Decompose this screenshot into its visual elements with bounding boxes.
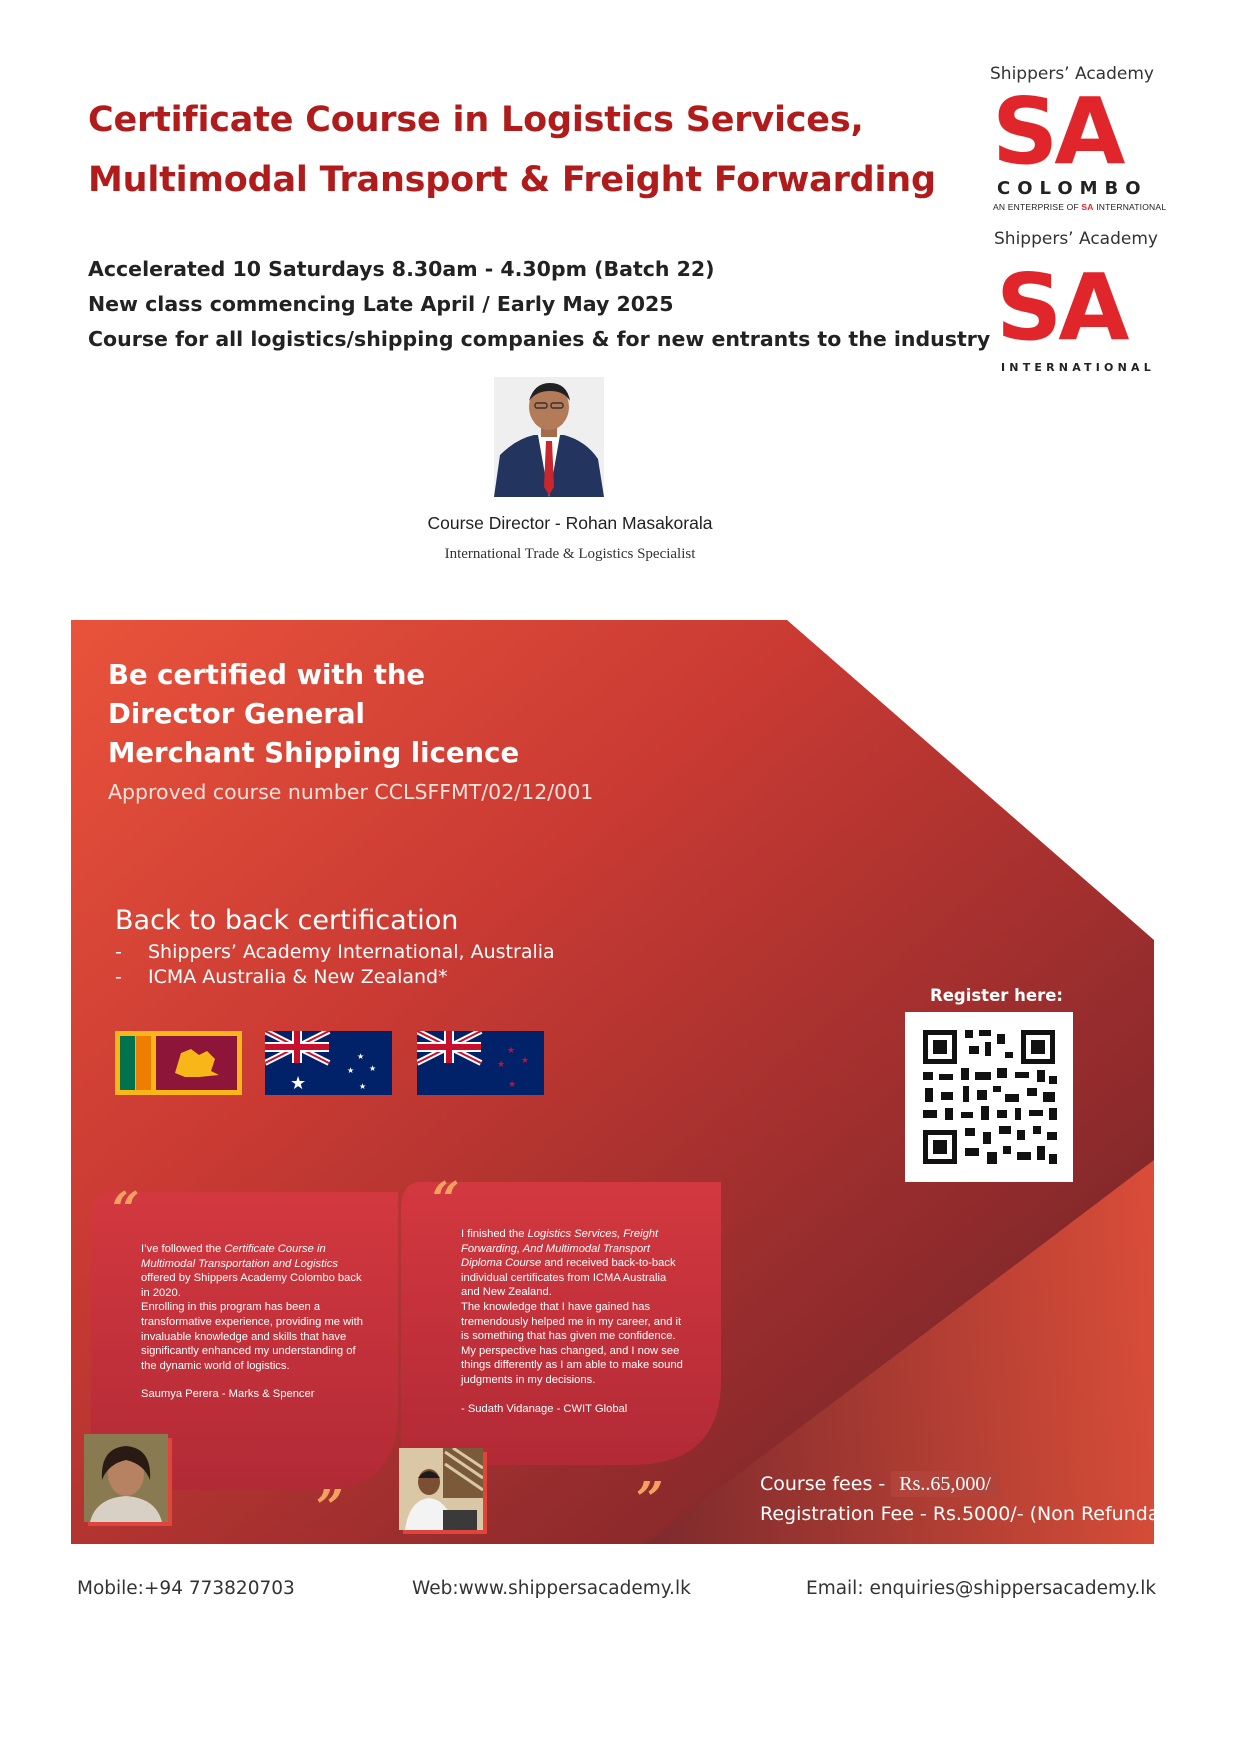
svg-text:★: ★: [521, 1056, 530, 1066]
sa-colombo-logo: SA: [992, 78, 1122, 185]
sa-international-logo: SA: [996, 254, 1126, 361]
certification-headline-3: Merchant Shipping licence: [108, 737, 520, 769]
course-title-line-2: Multimodal Transport & Freight Forwarding: [88, 160, 936, 200]
email-link[interactable]: Email: enquiries@shippersacademy.lk: [806, 1578, 1157, 1599]
b2b-item: - Shippers’ Academy International, Australia: [115, 941, 555, 963]
svg-text:★: ★: [347, 1066, 355, 1075]
colombo-logo-tagline: AN ENTERPRISE OF SA INTERNATIONAL: [993, 202, 1167, 212]
course-director-name: Course Director - Rohan Masakorala: [427, 513, 713, 533]
quote-open-icon: “: [112, 1182, 140, 1238]
quote-close-icon: ”: [316, 1480, 344, 1536]
testimonial-1-photo-frame: [88, 1438, 172, 1526]
testimonial-1-avatar: [84, 1434, 168, 1522]
course-director-role: International Trade & Logistics Specialist: [444, 546, 696, 562]
svg-text:★: ★: [507, 1046, 516, 1056]
certification-headline-2: Director General: [108, 698, 365, 730]
mobile-contact: Mobile:+94 773820703: [77, 1578, 295, 1599]
register-qr-code[interactable]: [905, 1012, 1073, 1182]
new-zealand-flag: [417, 1031, 544, 1095]
website-link[interactable]: Web:www.shippersacademy.lk: [412, 1578, 691, 1599]
certification-headline-1: Be certified with the: [108, 659, 426, 691]
registration-fee: Registration Fee - Rs.5000/- (Non Refundable): [760, 1503, 1196, 1525]
course-fees: Course fees - Rs..65,000/: [760, 1473, 999, 1496]
svg-text:★: ★: [497, 1060, 506, 1070]
svg-text:★: ★: [359, 1082, 367, 1091]
b2b-item: - ICMA Australia & New Zealand*: [115, 966, 448, 988]
svg-text:★: ★: [357, 1052, 365, 1061]
register-label: Register here:: [930, 986, 1064, 1005]
course-fees-amount: Rs..65,000/: [891, 1471, 999, 1497]
schedule-text: Accelerated 10 Saturdays 8.30am - 4.30pm (Batch 22): [88, 257, 715, 281]
back-to-back-title: Back to back certification: [115, 905, 459, 936]
colombo-logo-caption: Shippers’ Academy: [990, 64, 1154, 84]
testimonial-2-avatar: [399, 1448, 483, 1530]
testimonial-author: Saumya Perera - Marks & Spencer: [141, 1388, 315, 1401]
svg-text:★: ★: [508, 1080, 517, 1090]
course-title-line-1: Certificate Course in Logistics Services,: [88, 100, 864, 140]
commencement-text: New class commencing Late April / Early May 2025: [88, 292, 674, 316]
svg-text:★: ★: [290, 1073, 307, 1094]
testimonial-2: I finished the Logistics Services, Freight Forwarding, And Multimodal Transport Diploma Course and received back-to-back individual certificates from ICMA Australia and New Zealand. The knowledge that I have gained has tremendously helped me in my career, and it is something that has given me confidence. My perspective has changed, and I now see things differently as I am able to make sound judgments in my decisions. - Sudath Vidanage - CWIT Global: [461, 1227, 706, 1416]
testimonial-author: - Sudath Vidanage - CWIT Global: [461, 1402, 628, 1415]
director-photo: [494, 377, 604, 497]
audience-text: Course for all logistics/shipping companies & for new entrants to the industry: [88, 327, 991, 351]
testimonial-1: I’ve followed the Certificate Course in Multimodal Transportation and Logistics offered by Shippers Academy Colombo back in 2020. Enrolling in this program has been a transformative experience, providing me with invaluable knowledge and skills that have significantly enhanced my understanding of the dynamic world of logistics. Saumya Perera - Marks & Spencer: [141, 1242, 381, 1402]
quote-open-icon: “: [432, 1172, 460, 1228]
international-logo-caption: Shippers’ Academy: [994, 229, 1158, 249]
approved-course-number: Approved course number CCLSFFMT/02/12/001: [108, 780, 594, 804]
sri-lanka-flag: [115, 1031, 242, 1095]
australia-flag: [265, 1031, 392, 1095]
quote-close-icon: ”: [636, 1472, 664, 1528]
testimonial-2-photo-frame: [403, 1452, 487, 1534]
international-logo-subtitle: INTERNATIONAL: [1001, 361, 1155, 374]
svg-text:★: ★: [369, 1064, 377, 1073]
colombo-logo-city: COLOMBO: [997, 178, 1148, 199]
